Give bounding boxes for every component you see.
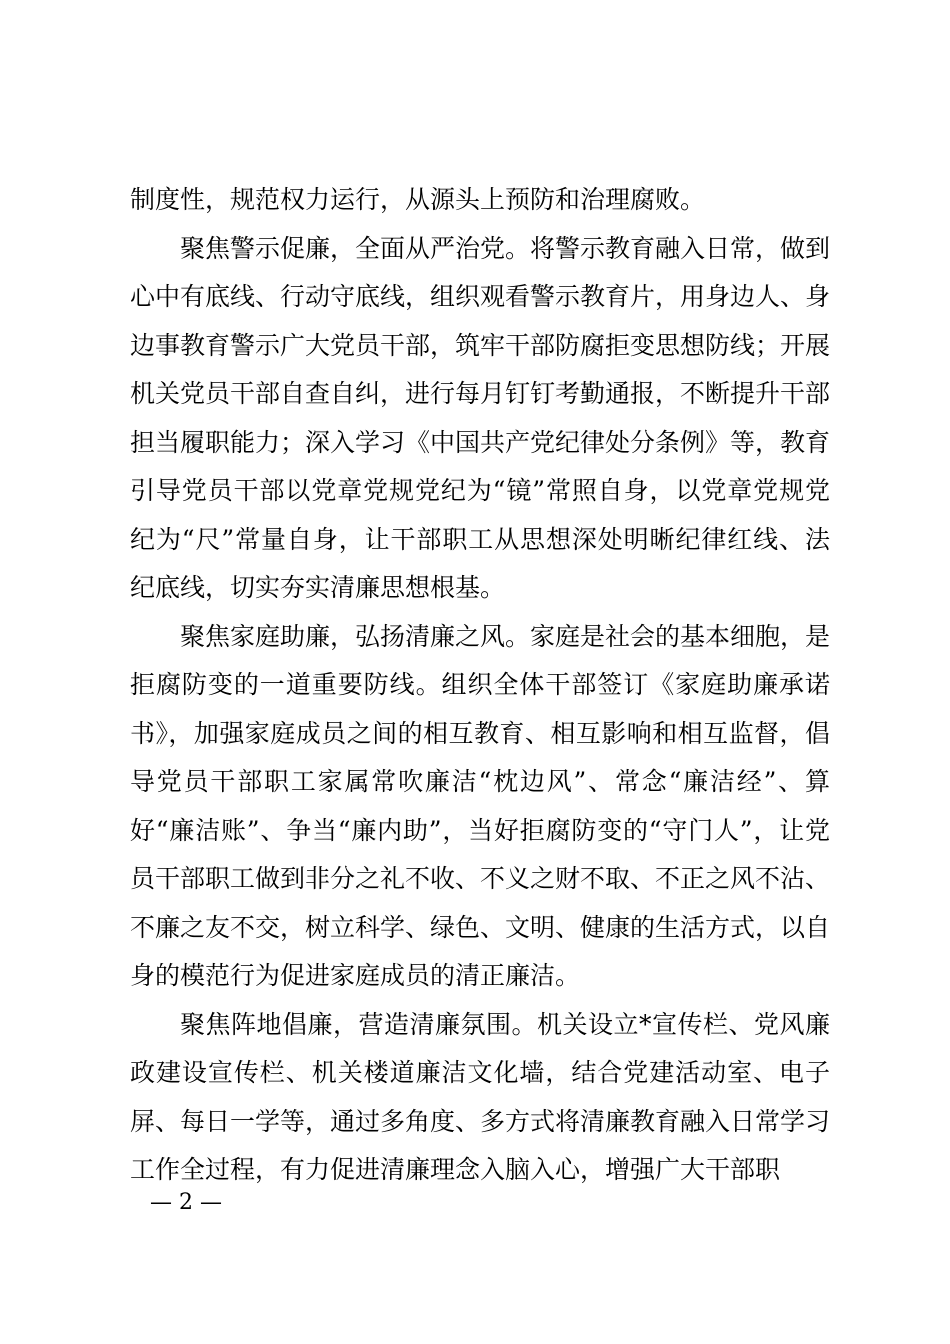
paragraph-warning-education: 聚焦警示促廉，全面从严治党。将警示教育融入日常，做到心中有底线、行动守底线，组织观看警示教育片，用身边人、身边事教育警示广大党员干部，筑牢干部防腐拒变思想防线；开展机关党员干部自查自纠，进行每月钉钉考勤通报，不断提升干部担当履职能力；深入学习《中国共产党纪律处分条例》等，教育引导党员干部以党章党规党纪为“镜”常照自身，以党章党规党纪为“尺”常量自身，让干部职工从思想深处明晰纪律红线、法纪底线，切实夯实清廉思想根基。	[130, 233, 831, 602]
document-body	[130, 176, 830, 1195]
page-number: — 2 —	[150, 1190, 222, 1215]
paragraph-continuation: 制度性，规范权力运行，从源头上预防和治理腐败。	[130, 185, 706, 214]
paragraph-position-integrity: 聚焦阵地倡廉，营造清廉氛围。机关设立*宣传栏、党风廉政建设宣传栏、机关楼道廉洁文化墙，结合党建活动室、电子屏、每日一学等，通过多角度、多方式将清廉教育融入日常学习工作全过程，有力促进清廉理念入脑入心，增强广大干部职	[130, 1009, 831, 1184]
paragraph-family-integrity: 聚焦家庭助廉，弘扬清廉之风。家庭是社会的基本细胞，是拒腐防变的一道重要防线。组织全体干部签订《家庭助廉承诺书》，加强家庭成员之间的相互教育、相互影响和相互监督，倡导党员干部职工家属常吹廉洁“枕边风”、常念“廉洁经”、算好“廉洁账”、争当“廉内助”，当好拒腐防变的“守门人”，让党员干部职工做到非分之礼不收、不义之财不取、不正之风不沾、不廉之友不交，树立科学、绿色、文明、健康的生活方式，以自身的模范行为促进家庭成员的清正廉洁。	[130, 621, 831, 990]
